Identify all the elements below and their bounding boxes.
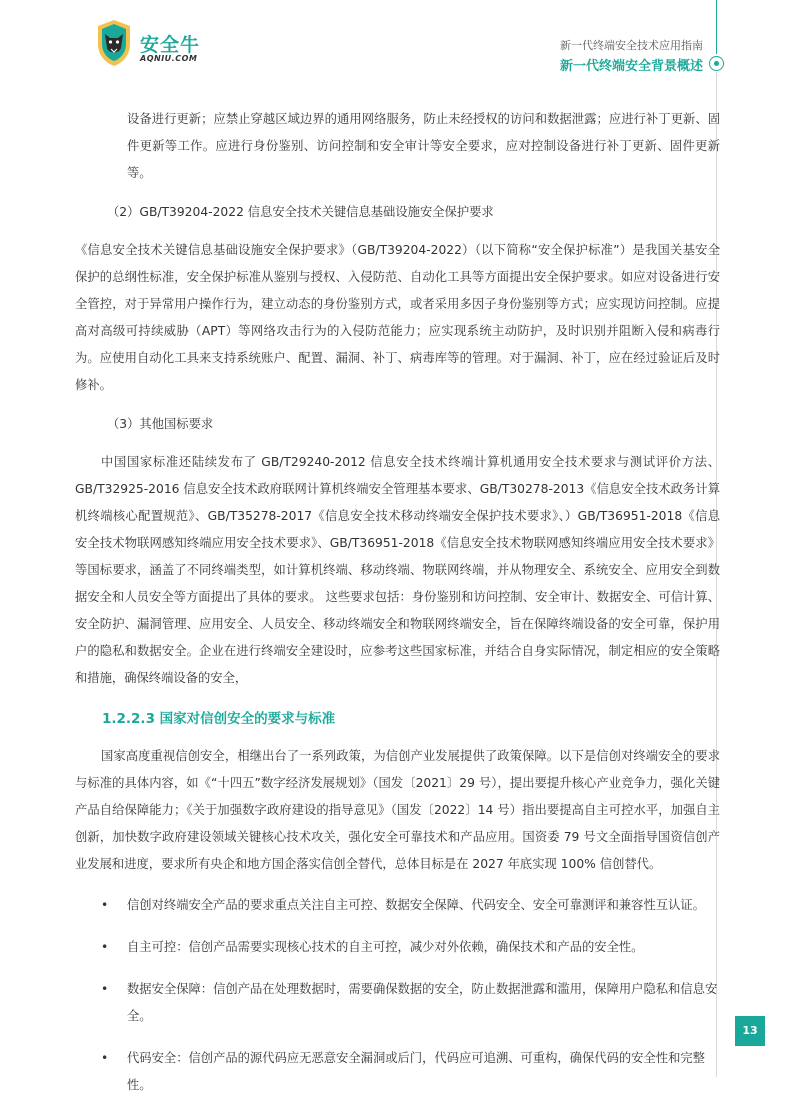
paragraph-continued: 设备进行更新；应禁止穿越区域边界的通用网络服务，防止未经授权的访问和数据泄露；应进行补丁更新、固件更新等工作。应进行身份鉴别、访问控制和安全审计等安全要求，应对控制设备进行补丁更新、固件更新等。 xyxy=(127,112,720,180)
shield-bull-icon xyxy=(94,18,134,68)
subheading-other-standards: （3）其他国标要求 xyxy=(107,417,214,431)
header-marker-icon xyxy=(709,56,724,71)
list-item: • 数据安全保障：信创产品在处理数据时，需要确保数据的安全，防止数据泄露和滥用，保障用户隐私和信息安全。 xyxy=(75,976,720,1030)
logo-text: 安全牛 xyxy=(140,34,201,56)
main-content xyxy=(75,106,720,1114)
paragraph-other-standards: 中国国家标准还陆续发布了 GB/T29240-2012 信息安全技术终端计算机通用安全技术要求与测试评价方法、GB/T32925-2016 信息安全技术政府联网计算机终端安全管理基本要求、GB/T30278-2013《信息安全技术政务计算机终端核心配置规范》、GB/T35278-2017《信息安全技术移动终端安全保护技术要求》、）GB/T36951-2018《信息安全技术物联网感知终端应用安全技术要求》、GB/T36951-2018《信息安全技术物联网感知终端应用安全技术要求》等国标要求，涵盖了不同终端类型，如计算机终端、移动终端、物联网终端，并从物理安全、系统安全、应用安全到数据安全和人员安全等方面提出了具体的要求。 这些要求包括：身份鉴别和访问控制、安全审计、数据安全、可信计算、安全防护、漏洞管理、应用安全、人员安全、移动终端安全和物联网终端安全，旨在保障终端设备的安全可靠，保护用户的隐私和数据安全。企业在进行终端安全建设时，应参考这些国家标准，并结合自身实际情况，制定相应的安全策略和措施，确保终端设备的安全， xyxy=(75,455,720,685)
paragraph-xinchuang: 国家高度重视信创安全，相继出台了一系列政策，为信创产业发展提供了政策保障。以下是信创对终端安全的要求与标准的具体内容，如《“十四五”数字经济发展规划》（国发〔2021〕29 号），提出要提升核心产业竞争力，强化关键产品自给保障能力；《关于加强数字政府建设的指导意见》（国发〔2022〕14 号）指出要提高自主可控水平，加强自主创新，加快数字政府建设领域关键核心技术攻关，强化安全可靠技术和产品应用。国资委 79 号文全面指导国资信创产业发展和进度，要求所有央企和地方国企落实信创全替代，总体目标是在 2027 年底实现 100% 信创替代。 xyxy=(75,749,720,871)
page-number: 13 xyxy=(735,1016,765,1046)
header-divider-line xyxy=(716,0,717,54)
list-item: • 信创对终端安全产品的要求重点关注自主可控、数据安全保障、代码安全、安全可靠测评和兼容性互认证。 xyxy=(75,892,720,919)
list-item: • 自主可控：信创产品需要实现核心技术的自主可控，减少对外依赖，确保技术和产品的安全性。 xyxy=(75,934,720,961)
section-title: 新一代终端安全背景概述 xyxy=(559,59,703,74)
guide-title: 新一代终端安全技术应用指南 xyxy=(560,39,703,52)
list-item: • 代码安全：信创产品的源代码应无恶意安全漏洞或后门，代码应可追溯、可重构，确保代码的安全性和完整性。 xyxy=(75,1045,720,1099)
paragraph-gbt39204: 《信息安全技术关键信息基础设施安全保护要求》（GB/T39204-2022）（以下简称“安全保护标准”）是我国关基安全保护的总纲性标准，安全保护标准从鉴别与授权、入侵防范、自动化工具等方面提出安全保护要求。如应对设备进行安全管控，对于异常用户操作行为，建立动态的身份鉴别方式，或者采用多因子身份鉴别等方式；应实现访问控制。应提高对高级可持续威胁（APT）等网络攻击行为的入侵防范能力；应实现系统主动防护，及时识别并阻断入侵和病毒行为。应使用自动化工具来支持系统账户、配置、漏洞、补丁、病毒库等的管理。对于漏洞、补丁，应在经过验证后及时修补。 xyxy=(75,243,720,392)
requirements-list xyxy=(75,892,720,1099)
subheading-gbt39204: （2）GB/T39204-2022 信息安全技术关键信息基础设施安全保护要求 xyxy=(107,205,494,219)
page-header xyxy=(0,0,793,90)
logo-subtext: AQNIU.COM xyxy=(140,54,198,63)
section-heading-xinchuang: 1.2.2.3 国家对信创安全的要求与标准 xyxy=(102,711,336,727)
aqniu-logo xyxy=(94,18,204,72)
